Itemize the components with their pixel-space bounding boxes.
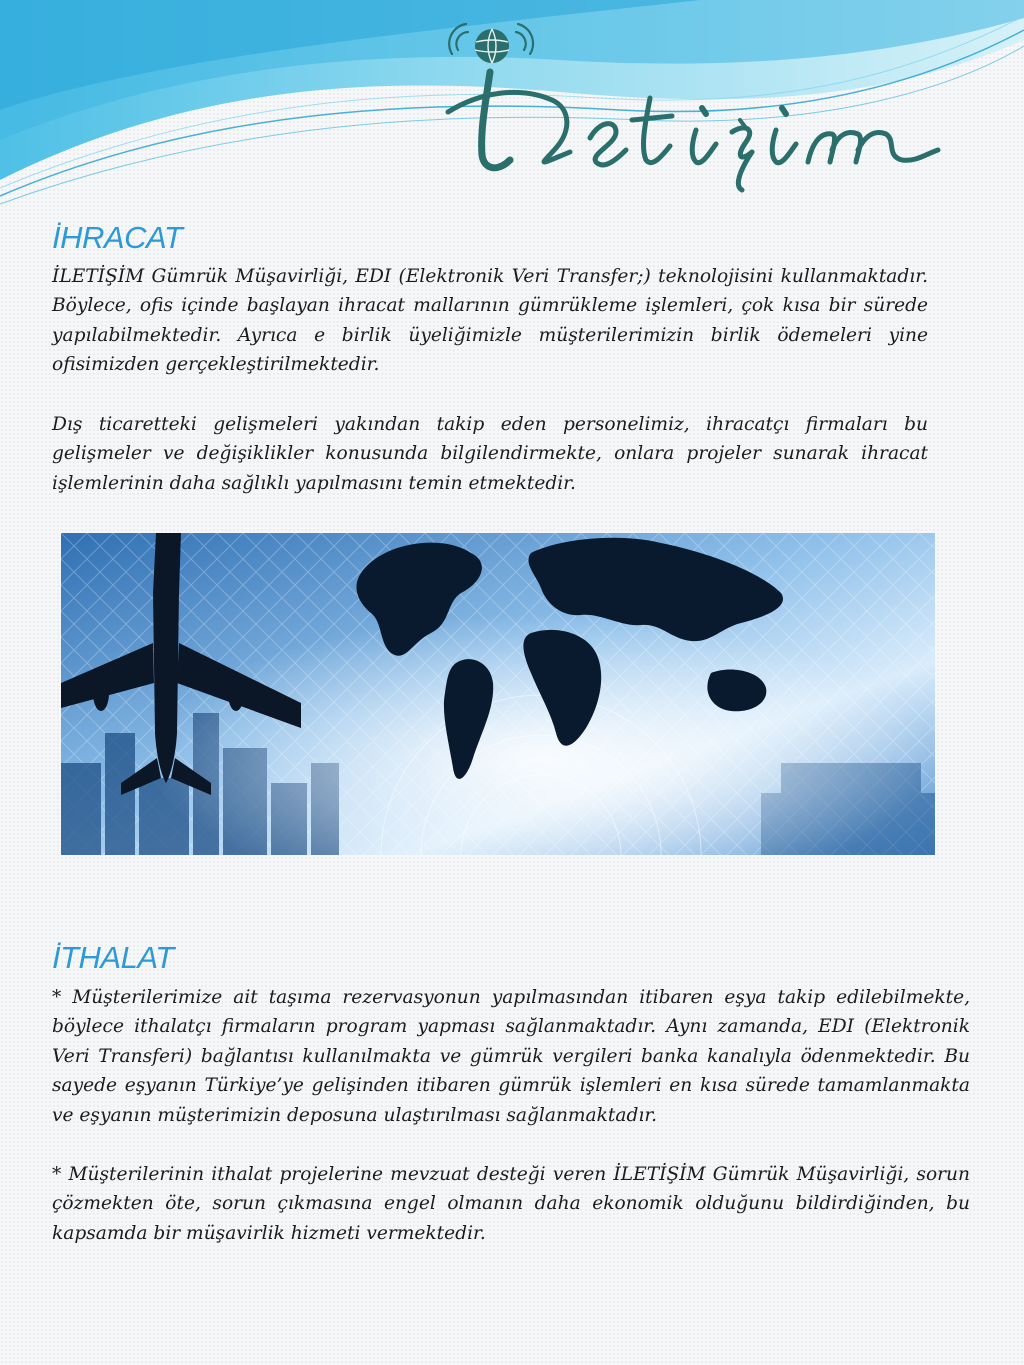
airplane-world-map-photo — [61, 533, 935, 855]
globe-icon — [475, 29, 509, 63]
ithalat-paragraph-1: * Müşterilerimize ait taşıma rezervasyonun yapılmasından itibaren eşya takip edilebilmekte, böylece ithalatçı firmaların program yapması sağlanmaktadır. Aynı zamanda, EDI (Elektronik Veri Transferi) bağlantısı kullanılmakta ve gümrük vergileri banka kanalıyla ödenmektedir. Bu sayede eşyanın Türkiye’ye gelişinden itibaren gümrük işlemleri en kısa sürede tamamlanmakta ve eşyanın müşterimizin deposuna ulaştırılması sağlanmaktadır. — [52, 987, 970, 1126]
ihracat-paragraph-1: İLETİŞİM Gümrük Müşavirliği, EDI (Elektronik Veri Transfer;) teknolojisini kullanmaktadır. Böylece, ofis içinde başlayan ihracat mallarının gümrükleme işlemleri, çok kısa bir sürede yapılabilmektedir. Ayrıca e birlik üyeliğimizle müşterilerimizin birlik ödemeleri yine ofisimizden gerçekleştirilmektedir. — [52, 266, 928, 376]
section-title-ihracat: İHRACAT — [52, 220, 183, 255]
ithalat-paragraph-2: * Müşterilerinin ithalat projelerine mevzuat desteği veren İLETİŞİM Gümrük Müşavirliği, sorun çözmekten öte, sorun çıkmasına engel olmanın daha ekonomik olduğunu bildirdiğinden, bu kapsamda bir müşavirlik hizmeti vermektedir. — [52, 1164, 970, 1244]
brand-logo-graphic — [440, 20, 950, 200]
brand-logo — [440, 20, 950, 200]
section-title-ithalat: İTHALAT — [52, 940, 174, 975]
ihracat-paragraph-2: Dış ticaretteki gelişmeleri yakından takip eden personelimiz, ihracatçı firmaları bu gelişmeler ve değişiklikler konusunda bilgilendirmekte, onlara projeler sunarak ihracat işlemlerinin daha sağlıklı yapılmasını temin etmektedir. — [52, 414, 928, 494]
